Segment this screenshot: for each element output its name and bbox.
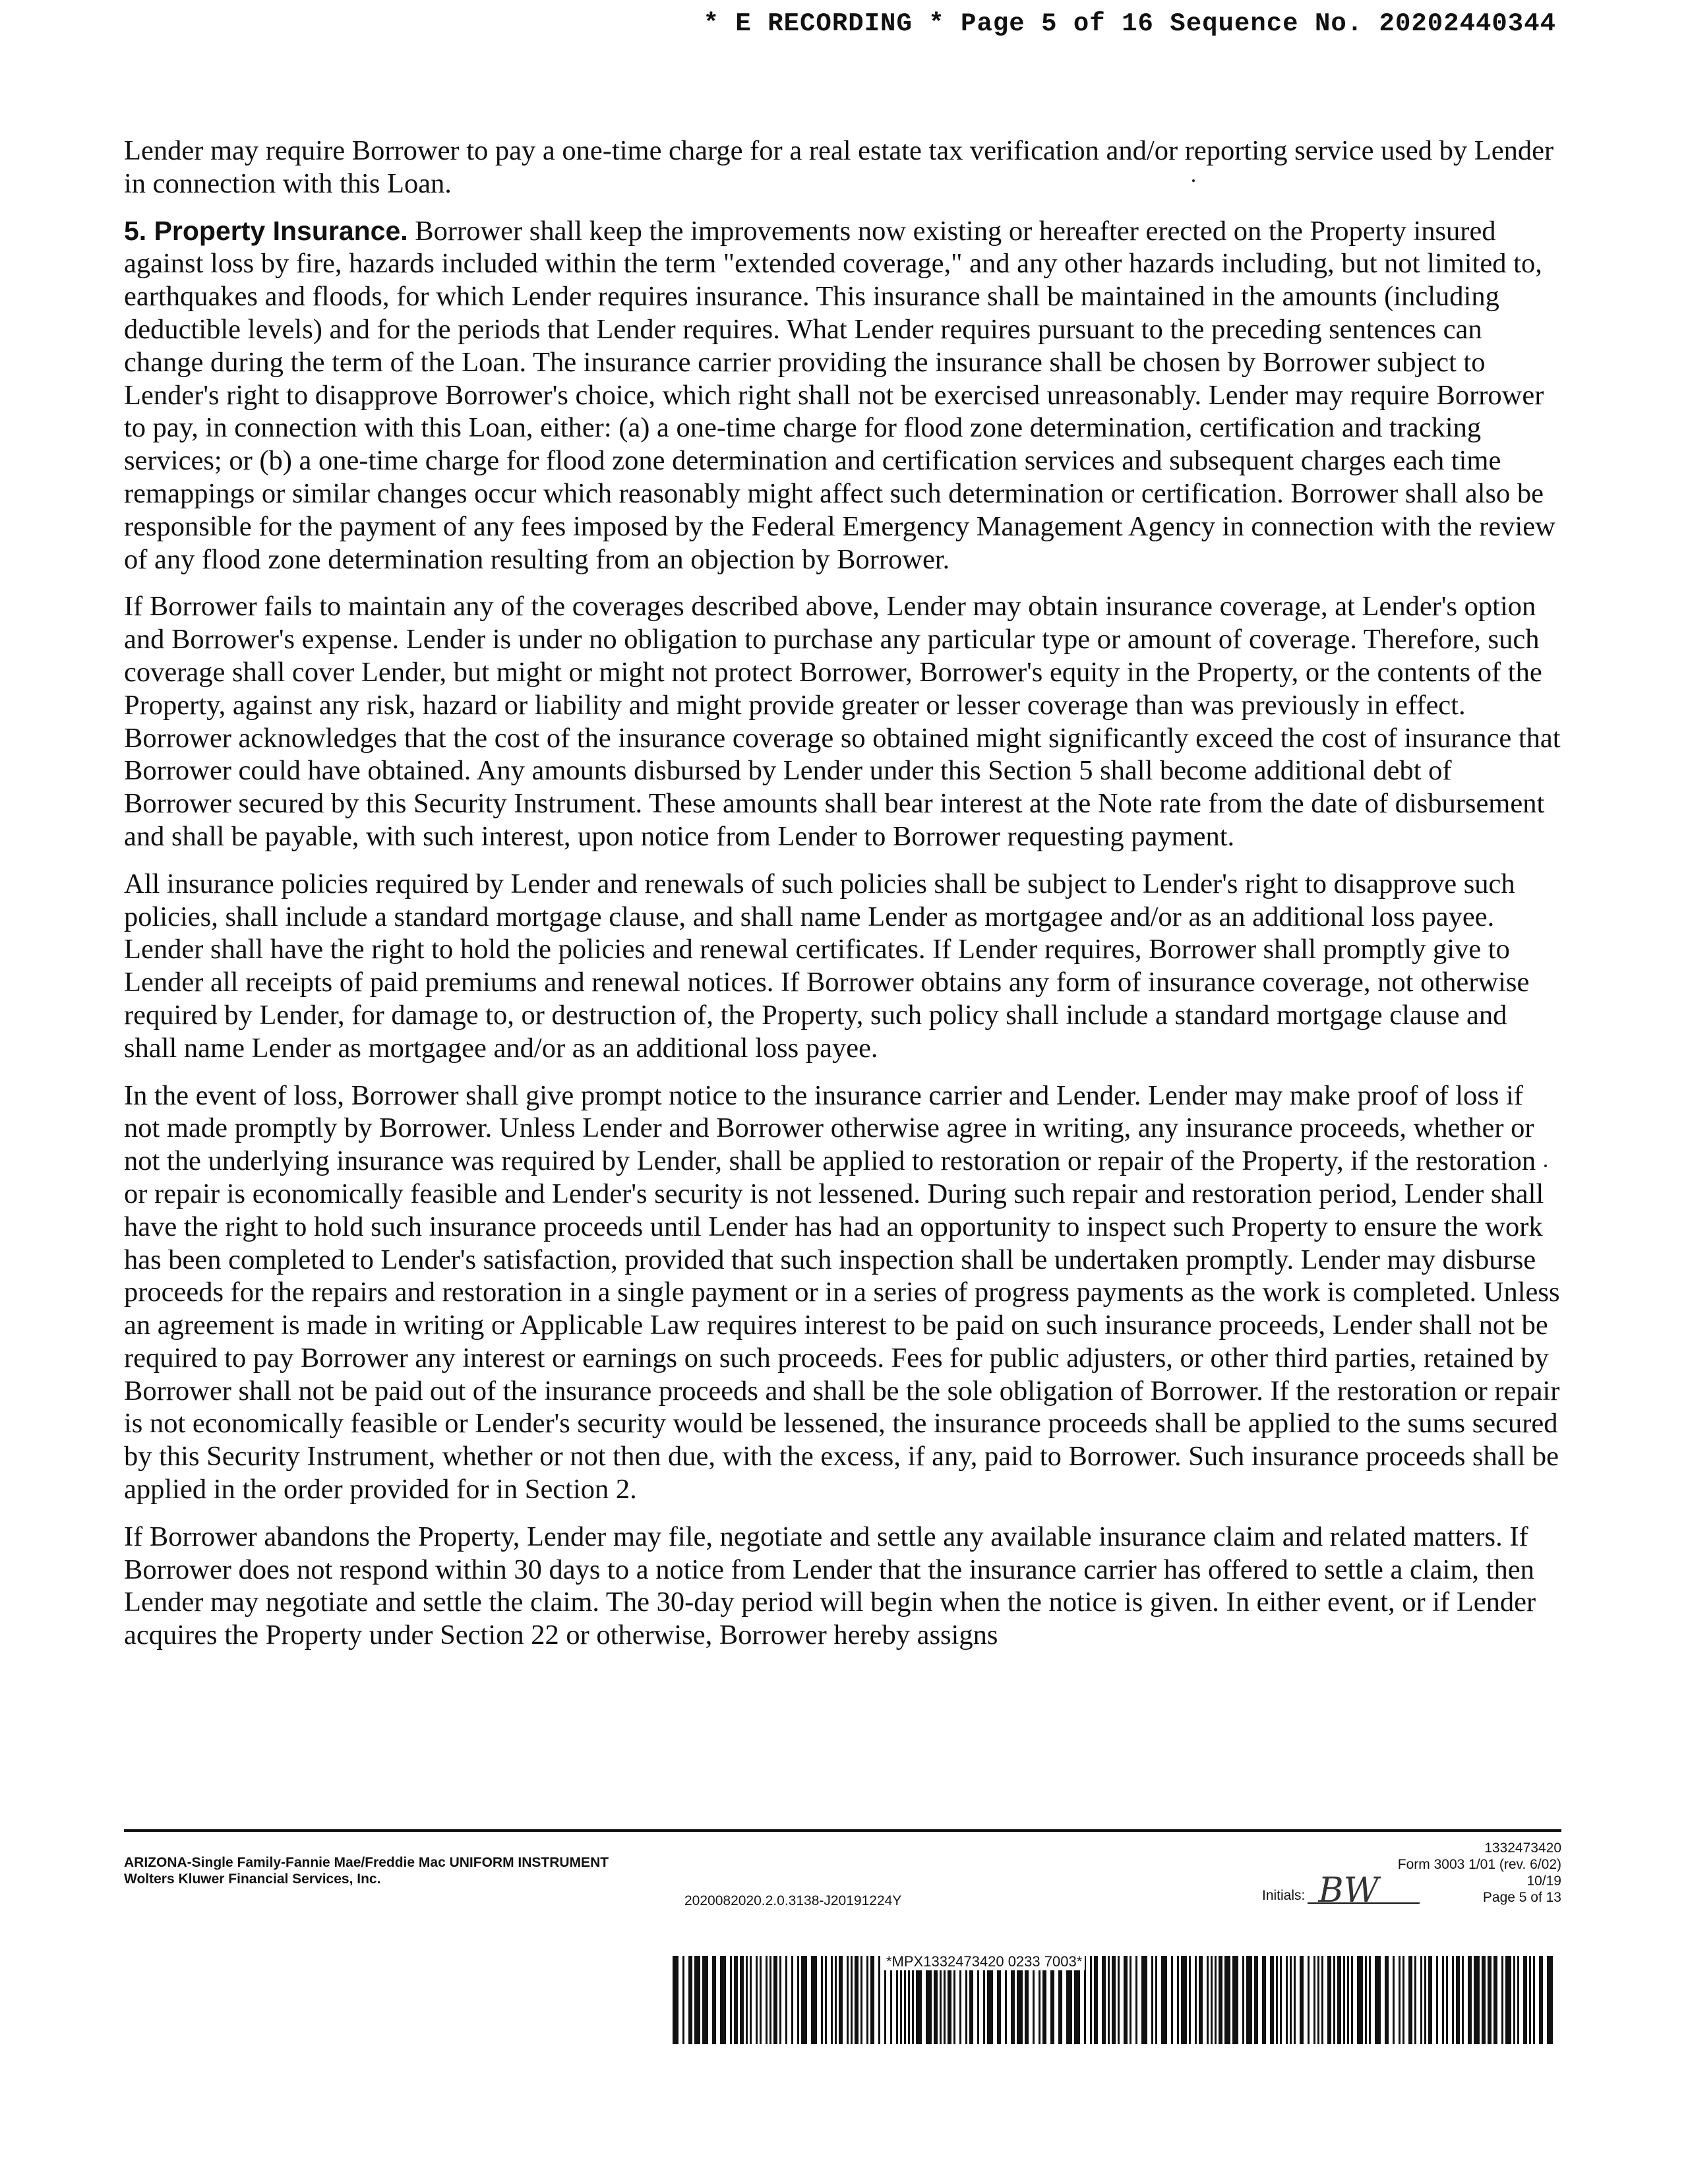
barcode-bar <box>720 1956 726 2044</box>
barcode-bar <box>1493 1956 1497 2044</box>
barcode-bar <box>1124 1956 1128 2044</box>
paragraph-tax-verification: Lender may require Borrower to pay a one-time charge for a real estate tax verification and/or reporting service used by Lender in connection with this Loan. <box>124 135 1554 199</box>
barcode-bar <box>851 1956 853 2044</box>
barcode-bar <box>1151 1956 1153 2044</box>
barcode-bar <box>1452 1956 1454 2044</box>
barcode-bar <box>831 1956 833 2044</box>
page-label: Page 5 of 13 <box>1482 1890 1561 1905</box>
barcode-bar <box>1357 1956 1363 2044</box>
barcode-bar <box>1280 1956 1282 2044</box>
barcode-bar <box>1442 1956 1444 2044</box>
barcode-bar <box>1505 1956 1511 2044</box>
barcode-bar <box>1195 1956 1197 2044</box>
barcode-bar <box>766 1956 768 2044</box>
barcode-bar <box>1207 1956 1209 2044</box>
barcode-bar <box>821 1956 823 2044</box>
barcode-bar <box>1347 1956 1349 2044</box>
barcode-bar <box>1155 1956 1157 2044</box>
paragraph-lender-coverage: If Borrower fails to maintain any of the coverages described above, Lender may obtain insurance coverage, at Lender's option and Borrower's expense. Lender is under no obligation to purchase any particular type or amount of coverage. Therefore, such coverage shall cover Lender, but might or might not protect Borrower, Borrower's equity in the Property, or the contents of the Property, against any risk, hazard or liability and might provide greater or lesser coverage than was previously in effect. Borrower acknowledges that the cost of the insurance coverage so obtained might significantly exceed the cost of insurance that Borrower could have obtained. Any amounts disbursed by Lender under this Section 5 shall become additional debt of Borrower secured by this Security Instrument. These amounts shall bear interest at the Note rate from the date of disbursement and shall be payable, with such interest, upon notice from Lender to Borrower requesting payment. <box>124 591 1561 852</box>
barcode-bar <box>1130 1956 1131 2044</box>
barcode-bar <box>769 1956 771 2044</box>
barcode-bar <box>878 1956 880 2044</box>
barcode-bar <box>1501 1956 1503 2044</box>
barcode-bar <box>860 1956 862 2044</box>
barcode-bar <box>1547 1956 1553 2044</box>
barcode-bar <box>839 1956 843 2044</box>
barcode-bar <box>855 1956 859 2044</box>
form-revision: 10/19 <box>1526 1873 1561 1889</box>
barcode-bar <box>730 1956 732 2044</box>
footer-right <box>1398 1840 1561 1906</box>
barcode-bar <box>1246 1956 1252 2044</box>
barcode-bar <box>1529 1956 1531 2044</box>
barcode-bar <box>1181 1956 1187 2044</box>
barcode-bar <box>746 1956 748 2044</box>
barcode-bar <box>1337 1956 1341 2044</box>
barcode-bar <box>1094 1956 1098 2044</box>
barcode-bar <box>1482 1956 1486 2044</box>
barcode-bar <box>811 1956 817 2044</box>
barcode-bar <box>1351 1956 1353 2044</box>
barcode-bar <box>1446 1956 1448 2044</box>
barcode-bar <box>1219 1956 1222 2044</box>
barcode-bar <box>785 1956 787 2044</box>
initials-signature: BW <box>1318 1871 1379 1910</box>
barcode-bar <box>1108 1956 1110 2044</box>
barcode-bar <box>1385 1956 1389 2044</box>
barcode-bar <box>1276 1956 1278 2044</box>
barcode-bar <box>1199 1956 1203 2044</box>
barcode-bar <box>835 1956 837 2044</box>
barcode-bar <box>673 1956 678 2044</box>
section-5-paragraph <box>124 215 1561 576</box>
barcode-bar <box>688 1956 692 2044</box>
recording-header: * E RECORDING * Page 5 of 16 Sequence No. 20202440344 <box>703 9 1556 38</box>
section-5-text: Borrower shall keep the improvements now existing or hereafter erected on the Property insured against loss by fire, hazards included within the term "extended coverage," and any other hazards including, but not limited to, earthquakes and floods, for which Lender requires insurance. This insurance shall be maintained in the amounts (including deductible levels) and for the periods that Lender requires. What Lender requires pursuant to the preceding sentences can change during the term of the Loan. The insurance carrier providing the insurance shall be chosen by Borrower subject to Lender's right to disapprove Borrower's choice, which right shall not be exercised unreasonably. Lender may require Borrower to pay, in connection with this Loan, either: (a) a one-time charge for flood zone determination, certification and tracking services; or (b) a one-time charge for flood zone determination and certification services and subsequent charges each time remappings or similar changes occur which reasonably might affect such determination or certification. Borrower shall also be responsible for the payment of any fees imposed by the Federal Emergency Management Agency in connection with the review of any flood zone determination resulting from an objection by Borrower. <box>124 215 1555 575</box>
barcode-image <box>673 1956 1561 2044</box>
barcode-bar <box>1189 1956 1191 2044</box>
barcode-bar <box>1308 1956 1310 2044</box>
barcode-bar <box>1424 1956 1426 2044</box>
barcode-bar <box>847 1956 849 2044</box>
barcode-bar <box>797 1956 799 2044</box>
barcode-bar <box>1321 1956 1323 2044</box>
barcode-bar <box>1161 1956 1167 2044</box>
barcode-bar <box>1270 1956 1274 2044</box>
barcode-bar <box>1090 1956 1092 2044</box>
barcode-bar <box>760 1956 762 2044</box>
barcode-bar <box>712 1956 716 2044</box>
barcode-bar <box>1402 1956 1404 2044</box>
barcode-bar <box>756 1956 758 2044</box>
barcode-bar <box>1242 1956 1244 2044</box>
barcode-bar <box>1215 1956 1217 2044</box>
barcode-bar <box>1211 1956 1213 2044</box>
barcode-bar <box>1224 1956 1230 2044</box>
footer-divider <box>124 1829 1561 1832</box>
barcode-bar <box>1327 1956 1331 2044</box>
barcode-bar <box>1408 1956 1412 2044</box>
barcode-bar <box>682 1956 684 2044</box>
barcode-bar <box>1286 1956 1288 2044</box>
scan-speck <box>1192 179 1195 182</box>
barcode-bar <box>1317 1956 1319 2044</box>
instrument-title: ARIZONA-Single Family-Fannie Mae/Freddie Mac UNIFORM INSTRUMENT <box>124 1855 609 1870</box>
barcode-bar <box>1474 1956 1480 2044</box>
paragraph-policies: All insurance policies required by Lender and renewals of such policies shall be subject to Lender's right to disapprove such policies, shall include a standard mortgage clause, and shall name Lender as mortgagee and/or as an additional loss payee. Lender shall have the right to hold the policies and renewal certificates. If Lender requires, Borrower shall promptly give to Lender all receipts of paid premiums and renewal notices. If Borrower obtains any form of insurance coverage, not otherwise required by Lender, for damage to, or destruction of, the Property, such policy shall include a standard mortgage clause and shall name Lender as mortgagee and/or as an additional loss payee. <box>124 868 1530 1064</box>
barcode-bar <box>1539 1956 1543 2044</box>
barcode-bar <box>1177 1956 1179 2044</box>
barcode-bar <box>1294 1956 1296 2044</box>
barcode-bar <box>1290 1956 1292 2044</box>
barcode-bar <box>1523 1956 1527 2044</box>
barcode-bar <box>1462 1956 1464 2044</box>
barcode-bar <box>702 1956 708 2044</box>
barcode-bar <box>1428 1956 1432 2044</box>
barcode-bar <box>1399 1956 1401 2044</box>
section-5-heading: 5. Property Insurance. <box>124 215 408 246</box>
barcode-bar <box>1456 1956 1460 2044</box>
barcode-bar <box>1102 1956 1106 2044</box>
barcode-bar <box>773 1956 777 2044</box>
barcode-bar <box>801 1956 807 2044</box>
barcode-bar <box>1118 1956 1120 2044</box>
barcode-bar <box>1171 1956 1173 2044</box>
barcode-bar <box>1141 1956 1147 2044</box>
barcode-bar <box>734 1956 738 2044</box>
barcode-bar <box>1135 1956 1137 2044</box>
barcode-bar <box>1300 1956 1304 2044</box>
barcode-bar <box>1254 1956 1258 2044</box>
barcode-bar <box>1513 1956 1515 2044</box>
document-body <box>124 135 1561 1666</box>
barcode-bar <box>1262 1956 1266 2044</box>
barcode-bar <box>1232 1956 1238 2044</box>
loan-number: 1332473420 <box>1484 1840 1561 1856</box>
barcode-bar <box>1343 1956 1345 2044</box>
barcode-bar <box>1375 1956 1381 2044</box>
publisher-name: Wolters Kluwer Financial Services, Inc. <box>124 1871 381 1887</box>
barcode-bar <box>1365 1956 1367 2044</box>
initials-block <box>1262 1871 1420 1910</box>
barcode-bar <box>870 1956 874 2044</box>
barcode-bar <box>1517 1956 1519 2044</box>
barcode-bar <box>791 1956 793 2044</box>
paragraph-event-of-loss: In the event of loss, Borrower shall give prompt notice to the insurance carrier and Lender. Lender may make proof of loss if not made promptly by Borrower. Unless Lender and Borrower otherwise agree in writing, any insurance proceeds, whether or not the underlying insurance was required by Lender, shall be applied to restoration or repair of the Property, if the restoration or repair is economically feasible and Lender's security is not lessened. During such repair and restoration period, Lender shall have the right to hold such insurance proceeds until Lender has had an opportunity to inspect such Property to ensure the work has been completed to Lender's satisfaction, provided that such inspection shall be undertaken promptly. Lender may disburse proceeds for the repairs and restoration in a single payment or in a series of progress payments as the work is completed. Unless an agreement is made in writing or Applicable Law requires interest to be paid on such insurance proceeds, Lender shall not be required to pay Borrower any interest or earnings on such proceeds. Fees for public adjusters, or other third parties, retained by Borrower shall not be paid out of the insurance proceeds and shall be the sole obligation of Borrower. If the restoration or repair is not economically feasible or Lender's security would be lessened, the insurance proceeds shall be applied to the sums secured by this Security Instrument, whether or not then due, with the excess, if any, paid to Borrower. Such insurance proceeds shall be applied in the order provided for in Section 2. <box>124 1079 1560 1505</box>
paragraph-abandonment: If Borrower abandons the Property, Lender may file, negotiate and settle any available insurance claim and related matters. If Borrower does not respond within 30 days to a notice from Lender that the insurance carrier has offered to settle a claim, then Lender may negotiate and settle the claim. The 30-day period will begin when the notice is given. In either event, or if Lender acquires the Property under Section 22 or otherwise, Borrower hereby assigns <box>124 1521 1536 1651</box>
barcode-bar <box>1333 1956 1335 2044</box>
barcode-bar <box>1369 1956 1371 2044</box>
barcode-bar <box>866 1956 868 2044</box>
barcode-bar <box>1533 1956 1535 2044</box>
initials-label: Initials: <box>1262 1888 1306 1903</box>
barcode-text: *MPX1332473420 0233 7003* <box>884 1953 1085 1970</box>
barcode-bar <box>779 1956 781 2044</box>
barcode-bar <box>825 1956 827 2044</box>
footer-left <box>124 1854 609 1887</box>
barcode-bar <box>1112 1956 1116 2044</box>
scan-speck <box>1544 1165 1547 1167</box>
barcode-bar <box>1488 1956 1492 2044</box>
barcode-bar <box>1313 1956 1315 2044</box>
barcode-bar <box>1414 1956 1416 2044</box>
form-number: Form 3003 1/01 (rev. 6/02) <box>1397 1857 1561 1872</box>
barcode-bar <box>1393 1956 1395 2044</box>
document-code: 2020082020.2.0.3138-J20191224Y <box>684 1893 902 1908</box>
barcode-bar <box>740 1956 744 2044</box>
barcode-bar <box>694 1956 700 2044</box>
barcode-bar <box>1420 1956 1422 2044</box>
barcode-bar <box>750 1956 752 2044</box>
barcode-bar <box>1468 1956 1472 2044</box>
barcode-bar <box>1436 1956 1438 2044</box>
